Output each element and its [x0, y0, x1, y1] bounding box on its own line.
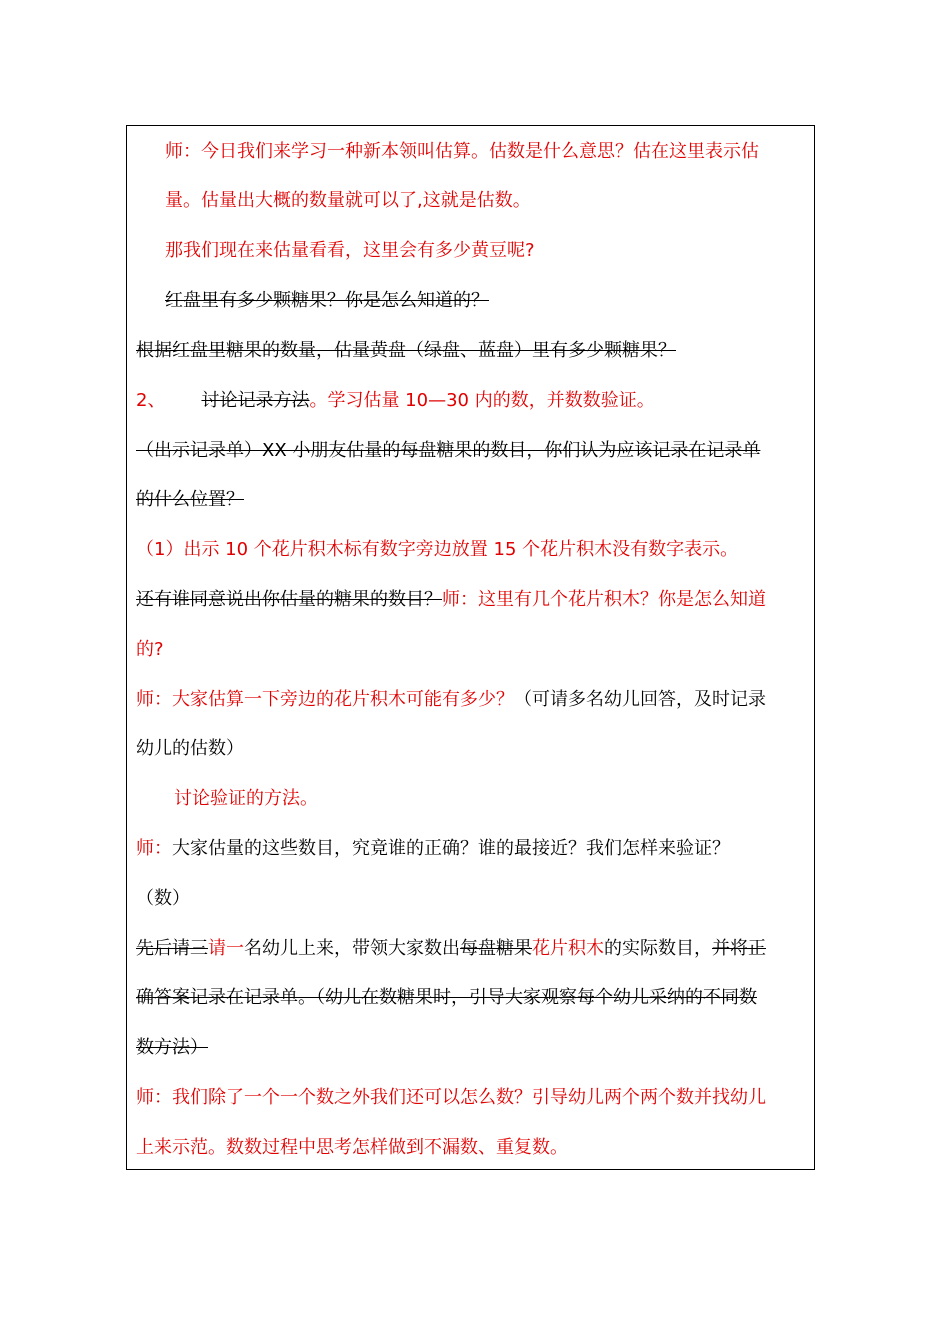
text-line-12 [136, 688, 766, 712]
item-number: 2、 [136, 390, 166, 411]
text-line-8: 的什么位置？ [136, 489, 244, 510]
insert-b: 请一 [208, 938, 244, 959]
text-line-1: 师：今日我们来学习一种新本领叫估算。估数是什么意思？估在这里表示估 [165, 141, 759, 162]
text-c: 名幼儿上来，带领大家数出 [244, 938, 460, 959]
text-line-17 [136, 937, 766, 961]
struck-g: 并将正 [712, 938, 766, 959]
text-line-6 [136, 389, 655, 413]
text-line-9: （1）出示 10 个花片积木标有数字旁边放置 15 个花片积木没有数字表示。 [136, 539, 739, 560]
text-line-21: 上来示范。数数过程中思考怎样做到不漏数、重复数。 [136, 1137, 568, 1158]
teacher-speech: 大家估量的这些数目，究竟谁的正确？谁的最接近？我们怎样来验证？ [172, 838, 730, 859]
text-line-15 [136, 837, 730, 861]
text-line-11: 的? [136, 639, 164, 660]
struck-question: 还有谁同意说出你估量的糖果的数目？ [136, 589, 442, 610]
text-line-2: 量。估量出大概的数量就可以了,这就是估数。 [165, 190, 531, 211]
note-text: （可请多名幼儿回答，及时记录 [514, 689, 766, 710]
insert-e: 花片积木 [532, 938, 604, 959]
text-line-16: （数） [136, 888, 190, 909]
struck-d: 每盘糖果 [460, 938, 532, 959]
text-line-20: 师：我们除了一个一个数之外我们还可以怎么数？引导幼儿两个两个数并找幼儿 [136, 1087, 766, 1108]
text-line-10 [136, 588, 766, 612]
struck-heading: 讨论记录方法 [201, 390, 310, 411]
text-line-5: 根据红盘里糖果的数量，估量黄盘（绿盘、蓝盘）里有多少颗糖果？ [136, 340, 676, 361]
heading-text: 。学习估量 10—30 内的数，并数数验证。 [309, 390, 655, 411]
text-line-7: （出示记录单）XX 小朋友估量的每盘糖果的数目，你们认为应该记录在记录单 [136, 440, 761, 461]
teacher-question: 师：这里有几个花片积木？你是怎么知道 [442, 589, 766, 610]
text-line-14: 讨论验证的方法。 [174, 788, 318, 809]
text-line-13: 幼儿的估数） [136, 738, 244, 759]
text-line-4: 红盘里有多少颗糖果？你是怎么知道的？ [165, 290, 489, 311]
text-line-3: 那我们现在来估量看看，这里会有多少黄豆呢? [165, 240, 535, 261]
teacher-label: 师： [136, 838, 172, 859]
text-f: 的实际数目， [604, 938, 712, 959]
teacher-prompt: 师：大家估算一下旁边的花片积木可能有多少？ [136, 689, 514, 710]
document-table-cell [126, 125, 815, 1170]
struck-a: 先后请三 [136, 938, 208, 959]
text-line-19: 数方法） [136, 1037, 208, 1058]
text-line-18: 确答案记录在记录单。（幼儿在数糖果时，引导大家观察每个幼儿采纳的不同数 [136, 987, 757, 1008]
